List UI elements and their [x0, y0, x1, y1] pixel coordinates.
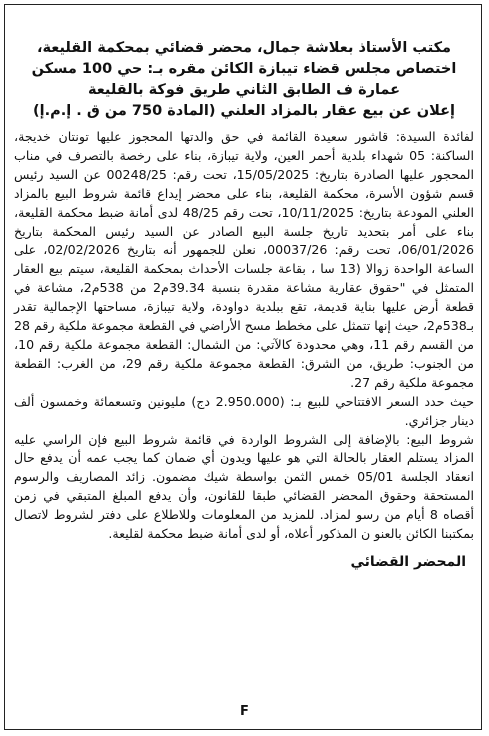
office-jurisdiction: اختصاص مجلس قضاء تيبازة الكائن مقره بـ: حي 100 مسكن [31, 61, 457, 77]
notice-body [14, 128, 474, 570]
office-title: مكتب الأستاذ بعلاشة جمال، محضر قضائي بمحكمة القليعة، [36, 40, 452, 56]
sale-conditions-paragraph: شروط البيع: بالإضافة إلى الشروط الواردة في قائمة شروط البيع فإن الراسي عليه المزاد يستلم العقار بالحالة التي هو عليها ويدون أي ضمان كما يجب عمه أن يدفع حال انعقاد الجلسة 05/01 خمس الثمن بواسطة شيك مضمون. زائد المصاريف والرسوم المستحقة وحقوق المحضر القضائي طبقا للقانون، وأن يدفع المبلغ المتبقي في زمن أقصاه 8 أيام من رسو لمزاد. للمزيد من المعلومات وللاطلاع على دفتر لشروط لاتصال بمكتبنا الكائن بالعنو ن المذكور أعلاه، أو لدى أمانة ضبط محكمة لقليعة. [14, 431, 474, 542]
auction-notice [14, 38, 474, 570]
bailiff-signature: المحضر القضائي [350, 553, 466, 570]
notice-header [14, 38, 474, 122]
sale-details-paragraph: لفائدة السيدة: قاشور سعيدة القائمة في حق والدتها المحجوز عليها تونتان خديجة، الساكنة: 05 شهداء بلدية أحمر العين، ولاية تيبازة، بناء على رخصة بالتصرف في مناب المحجور عليها الصادرة بتاريخ: 15/05/2025، تحت رقم: 00248/25 عن السيد رئيس قسم شؤون الأسرة، محكمة القليعة، بناء على محضر إيداع قائمة شروط البيع بالمزاد العلني المودعة بتاريخ: 10/11/2025، تحت رقم 48/25 لدى أمانة ضبط محكمة القليعة، بناء على أمر بتحديد تاريخ جلسة البيع الصادر عن السيد رئيس المحكمة بتاريخ 06/01/2026، تحت رقم: 00037/26، نعلن للجمهور أنه بتاريخ 02/02/2026، على الساعة الواحدة زوالا (13 سا ، بقاعة جلسات الأحداث بمحكمة القليعة، سيتم بيع العقار المتمثل في "حقوق عقارية مشاعة مقدرة بنسبة 39.34م2 من 538م2، مشاعة في قطعة أرض عليها بناية قديمة، تقع ببلدية دواودة، ولاية تيبازة، مساحتها الإجمالية تقدر بـ538م2، حيث إنها تتمثل على مخطط مسح الأراضي في القطعة مجموعة ملكية رقم 28 من القسم رقم 11، وهي محدودة كالآتي: من الشمال: القطعة مجموعة ملكية رقم 10، من الجنوب: طريق، من الشرق: القطعة مجموعة ملكية رقم 29، من الغرب: القطعة مجموعة ملكية رقم 27. [14, 129, 475, 390]
office-address: عمارة ف الطابق الثاني طريق فوكة بالقليعة [87, 82, 401, 98]
page-mark: F [240, 704, 249, 719]
notice-title: إعلان عن بيع عقار بالمزاد العلني (المادة 750 من ق . إ.م.إ) [33, 103, 455, 119]
opening-price-paragraph: حيث حدد السعر الافتتاحي للبيع بـ: (2.950.000 دج) مليونين وتسعمائة وخمسون ألف دينار جزائري. [14, 393, 475, 428]
